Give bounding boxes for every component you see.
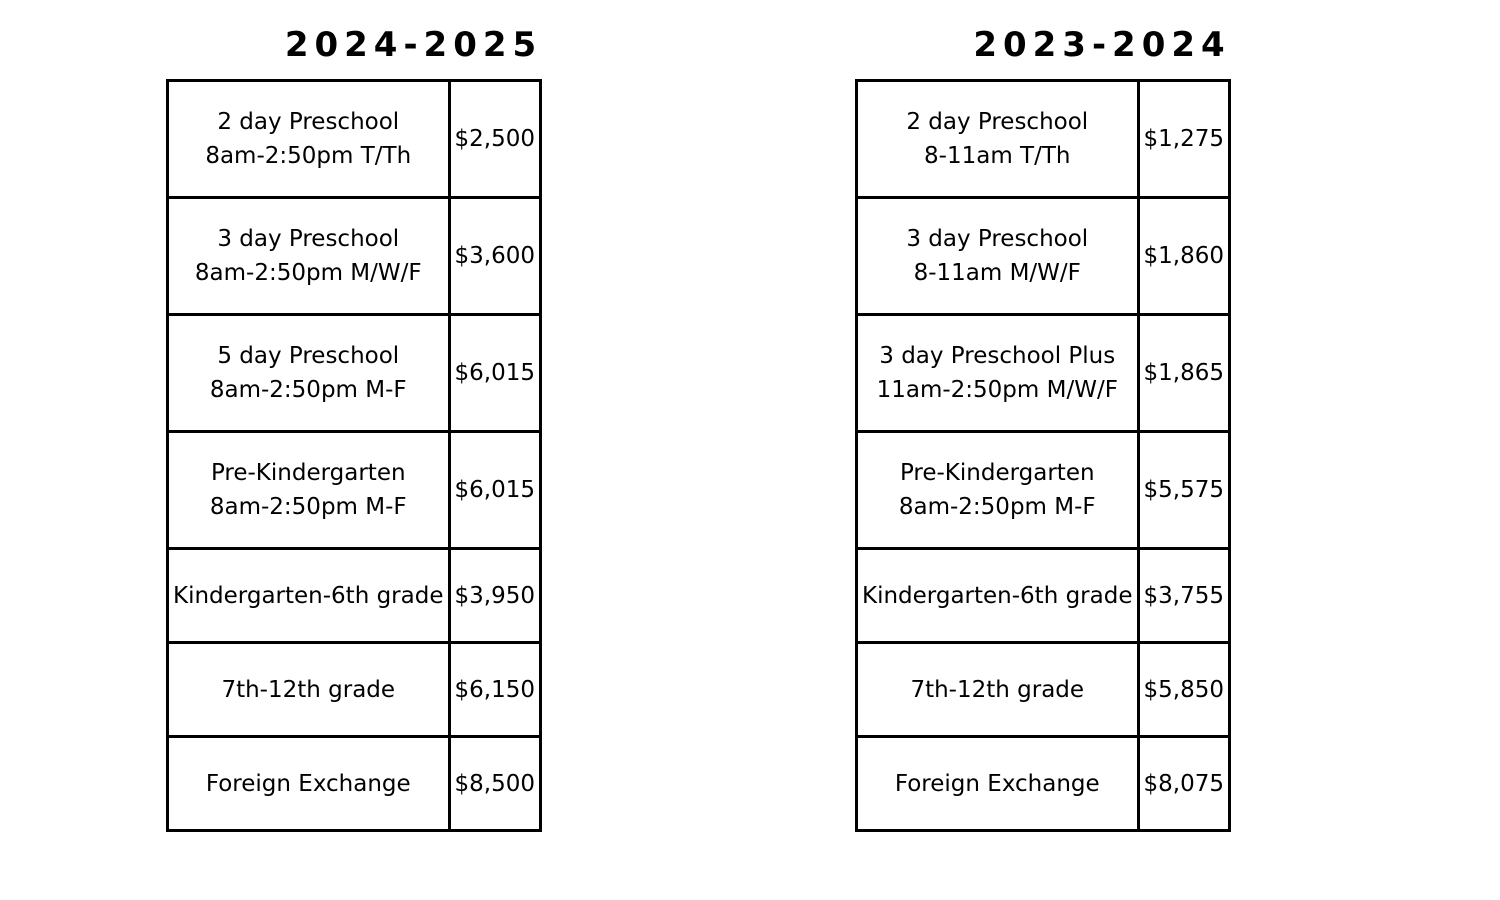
program-name: 7th-12th grade [910,676,1085,703]
tuition-table [166,79,542,832]
program-cell [857,549,1139,643]
table-row [168,198,541,315]
program-cell [168,549,450,643]
price-cell [449,549,540,643]
program-name: 7th-12th grade [221,676,396,703]
table-row [168,643,541,737]
table-row [168,737,541,831]
tuition-table [855,79,1231,832]
program-name: 3 day Preschool Plus [879,343,1116,369]
table-row [857,81,1230,198]
price-cell [449,643,540,737]
price-cell [1138,643,1229,737]
year-heading: 2024-2025 [284,25,543,65]
price-value: $8,500 [454,770,535,797]
price-cell [449,737,540,831]
program-schedule: 8am-2:50pm M-F [209,494,407,520]
program-cell [168,81,450,198]
price-value: $5,575 [1143,477,1224,503]
table-row [168,315,541,432]
program-cell [168,737,450,831]
price-value: $1,865 [1143,360,1224,386]
price-cell [1138,198,1229,315]
program-name: Pre-Kindergarten [899,460,1095,486]
program-schedule: 8-11am M/W/F [913,260,1081,286]
program-schedule: 8am-2:50pm M-F [898,494,1096,520]
price-cell [1138,432,1229,549]
program-name: 2 day Preschool [906,109,1089,135]
year-heading: 2023-2024 [973,25,1231,65]
price-value: $5,850 [1143,676,1224,703]
price-value: $6,150 [454,676,535,703]
price-cell [449,432,540,549]
price-value: $1,860 [1143,243,1224,269]
program-name: Kindergarten-6th grade [862,582,1133,609]
table-row [857,737,1230,831]
table-row [168,81,541,198]
program-name: 3 day Preschool [906,226,1089,252]
price-value: $1,275 [1143,126,1224,152]
program-name: Foreign Exchange [894,770,1100,797]
price-cell [449,198,540,315]
program-cell [857,737,1139,831]
program-cell [857,643,1139,737]
table-row [857,643,1230,737]
price-cell [1138,549,1229,643]
program-name: 3 day Preschool [217,226,400,252]
table-row [857,432,1230,549]
table-row [168,549,541,643]
program-schedule: 8am-2:50pm T/Th [205,143,412,169]
table-row [857,198,1230,315]
price-cell [449,315,540,432]
program-name: 5 day Preschool [217,343,400,369]
program-cell [857,198,1139,315]
program-schedule: 8am-2:50pm M-F [209,377,407,403]
price-value: $8,075 [1143,770,1224,797]
price-value: $6,015 [454,360,535,386]
table-row [857,549,1230,643]
program-cell [168,315,450,432]
program-schedule: 8am-2:50pm M/W/F [194,260,422,286]
program-name: Kindergarten-6th grade [173,582,444,609]
program-cell [857,432,1139,549]
table-row [168,432,541,549]
price-value: $6,015 [454,477,535,503]
price-cell [1138,737,1229,831]
program-schedule: 8-11am T/Th [924,143,1071,169]
program-name: Pre-Kindergarten [210,460,406,486]
table-row [857,315,1230,432]
program-cell [857,315,1139,432]
program-cell [168,432,450,549]
program-cell [168,643,450,737]
program-name: Foreign Exchange [205,770,411,797]
price-value: $2,500 [454,126,535,152]
price-value: $3,600 [454,243,535,269]
program-cell [857,81,1139,198]
price-cell [1138,81,1229,198]
price-value: $3,950 [454,582,535,609]
program-cell [168,198,450,315]
price-value: $3,755 [1143,582,1224,609]
program-schedule: 11am-2:50pm M/W/F [876,377,1118,403]
program-name: 2 day Preschool [217,109,400,135]
price-cell [1138,315,1229,432]
price-cell [449,81,540,198]
